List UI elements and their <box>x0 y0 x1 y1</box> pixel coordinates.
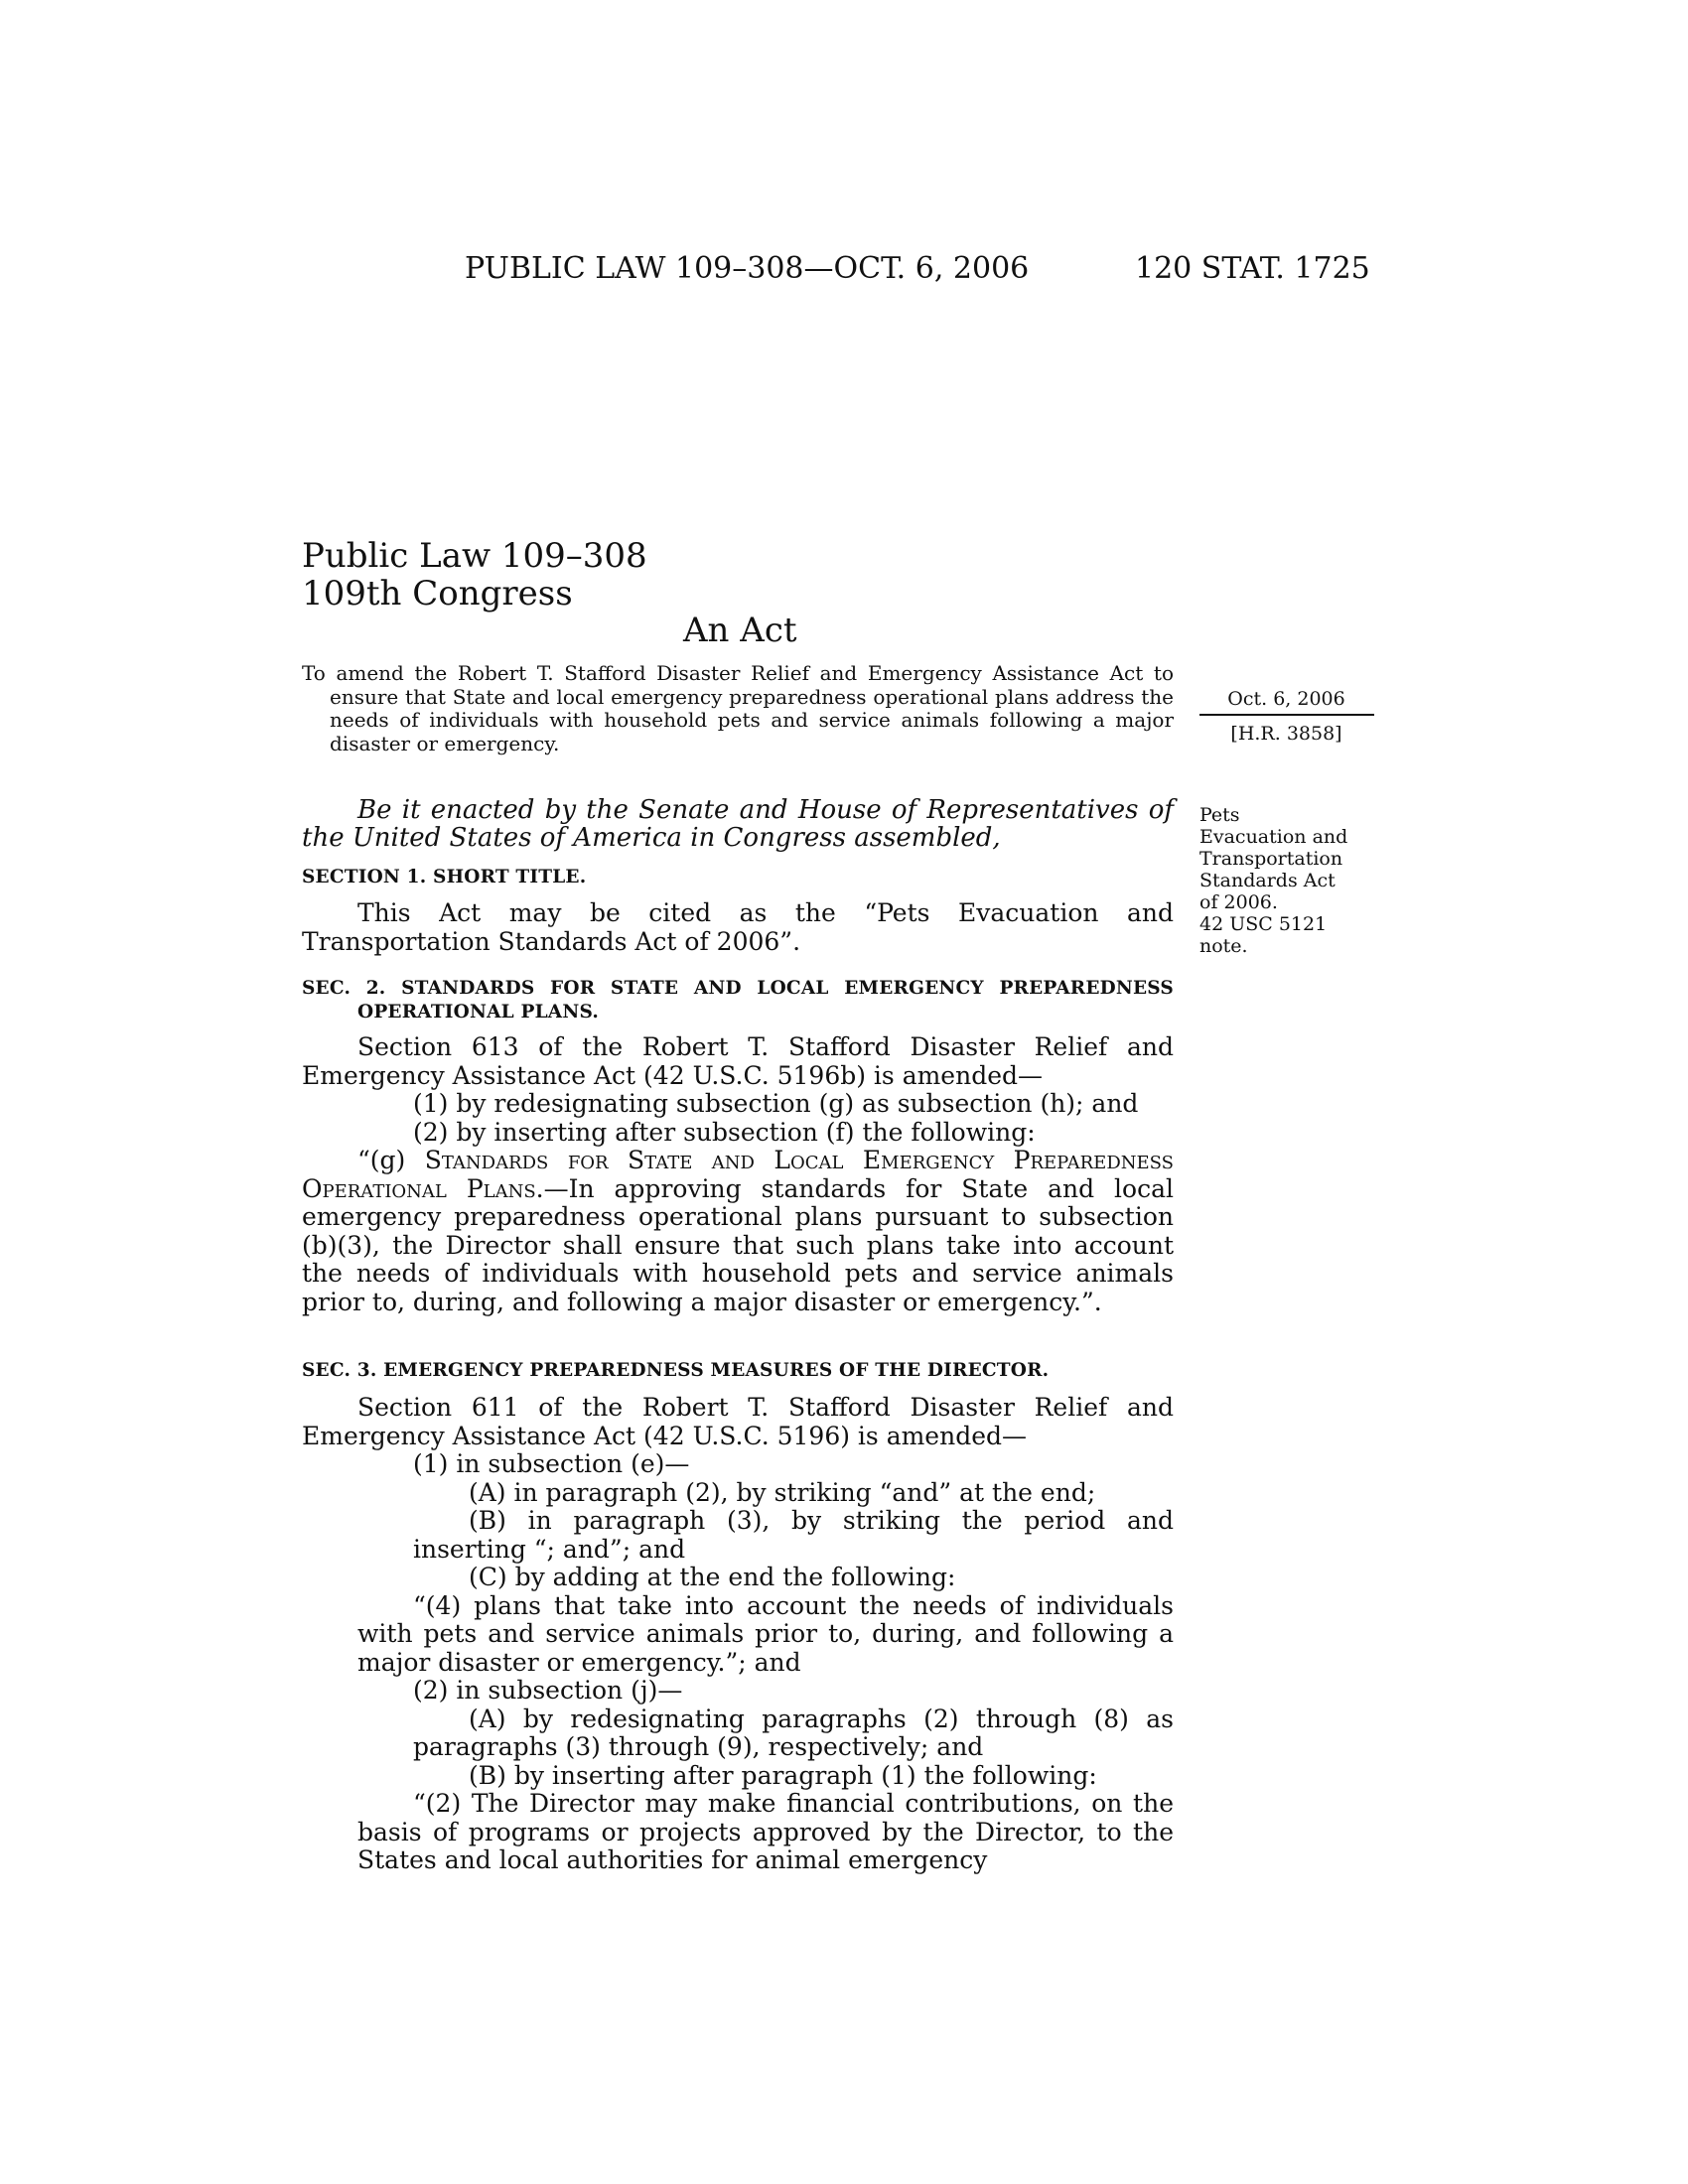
section-3-item-2A: (A) by redesignating paragraphs (2) through (8) as paragraphs (3) through (9), respectively; and <box>413 1704 1174 1761</box>
act-title: An Act <box>683 611 797 650</box>
enacting-clause-text: Be it enacted by the Senate and House of Representatives of the United States of America in Congress assembled, <box>302 795 1174 853</box>
margin-note-line: of 2006. <box>1199 891 1278 913</box>
section-2-heading <box>302 977 1174 1024</box>
margin-note-line: note. <box>1199 935 1248 957</box>
section-3-intro: Section 611 of the Robert T. Stafford Disaster Relief and Emergency Assistance Act (42 U.S.C. 5196) is amended— <box>302 1393 1174 1450</box>
section-1-heading: SECTION 1. SHORT TITLE. <box>302 867 587 887</box>
margin-short-title-note <box>1199 804 1378 957</box>
section-3-item-2B: (B) by inserting after paragraph (1) the following: <box>469 1760 1097 1790</box>
margin-note-line: Transportation <box>1199 848 1343 870</box>
section-3-item-1A: (A) in paragraph (2), by striking “and” at the end; <box>469 1477 1096 1507</box>
margin-note-line: Standards Act <box>1199 870 1336 891</box>
margin-rule <box>1199 714 1374 716</box>
purpose-clause <box>302 662 1174 755</box>
section-3-heading: SEC. 3. EMERGENCY PREPAREDNESS MEASURES OF THE DIRECTOR. <box>302 1360 1050 1381</box>
page-number: 120 STAT. 1725 <box>1135 251 1370 286</box>
running-header-left: PUBLIC LAW 109–308—OCT. 6, 2006 <box>465 251 1030 286</box>
section-3-item-1C: (C) by adding at the end the following: <box>469 1563 956 1591</box>
purpose-text: To amend the Robert T. Stafford Disaster Relief and Emergency Assistance Act to ensure that State and local emergency preparedness operational plans address the needs of individuals with household pets and service animals following a major disaster or emergency. <box>302 661 1174 755</box>
margin-bill-number: [H.R. 3858] <box>1230 723 1342 745</box>
section-2-intro: Section 613 of the Robert T. Stafford Disaster Relief and Emergency Assistance Act (42 U.S.C. 5196b) is amended— <box>302 1032 1174 1090</box>
section-2-item-2: (2) by inserting after subsection (f) the following: <box>413 1117 1036 1147</box>
section-1-body <box>302 899 1174 956</box>
section-3-item-1: (1) in subsection (e)— <box>413 1449 690 1478</box>
quote-lead: “(g) <box>357 1146 425 1174</box>
quote-heading-small-caps: Standards for State and Local Emergency Preparedness Operational Plans. <box>302 1146 1174 1203</box>
section-2-heading-text: SEC. 2. STANDARDS FOR STATE AND LOCAL EMERGENCY PREPAREDNESS OPERATIONAL PLANS. <box>302 978 1174 1023</box>
law-number: Public Law 109–308 <box>302 536 647 576</box>
section-3-item-2: (2) in subsection (j)— <box>413 1676 683 1705</box>
quote-text: —In approving standards for State and local emergency preparedness operational plans pursuant to subsection (b)(3), the Director shall ensure that such plans take into account the needs of individuals with household pets and service animals prior to, during, and following a major disaster or emergency.”. <box>302 1173 1175 1316</box>
section-2-quoted-subsection <box>302 1147 1174 1316</box>
section-3-quoted-paragraph-4: “(4) plans that take into account the needs of individuals with pets and service animals prior to, during, and following a major disaster or emergency.”; and <box>357 1590 1174 1677</box>
margin-date: Oct. 6, 2006 <box>1227 688 1345 710</box>
enacting-clause <box>302 796 1174 852</box>
congress-label: 109th Congress <box>302 574 573 614</box>
section-3-quoted-paragraph-2: “(2) The Director may make financial contributions, on the basis of programs or projects approved by the Director, to the States and local authorities for animal emergency <box>357 1789 1174 1874</box>
margin-note-line: Pets <box>1199 804 1240 826</box>
section-3-body <box>302 1394 1174 1875</box>
section-1-text: This Act may be cited as the “Pets Evacuation and Transportation Standards Act of 2006”. <box>302 898 1174 956</box>
margin-note-line: 42 USC 5121 <box>1199 913 1328 935</box>
section-2-item-1: (1) by redesignating subsection (g) as subsection (h); and <box>413 1089 1139 1118</box>
section-3-item-1B: (B) in paragraph (3), by striking the period and inserting “; and”; and <box>413 1506 1174 1564</box>
section-2-body <box>302 1033 1174 1316</box>
margin-note-line: Evacuation and <box>1199 826 1348 848</box>
